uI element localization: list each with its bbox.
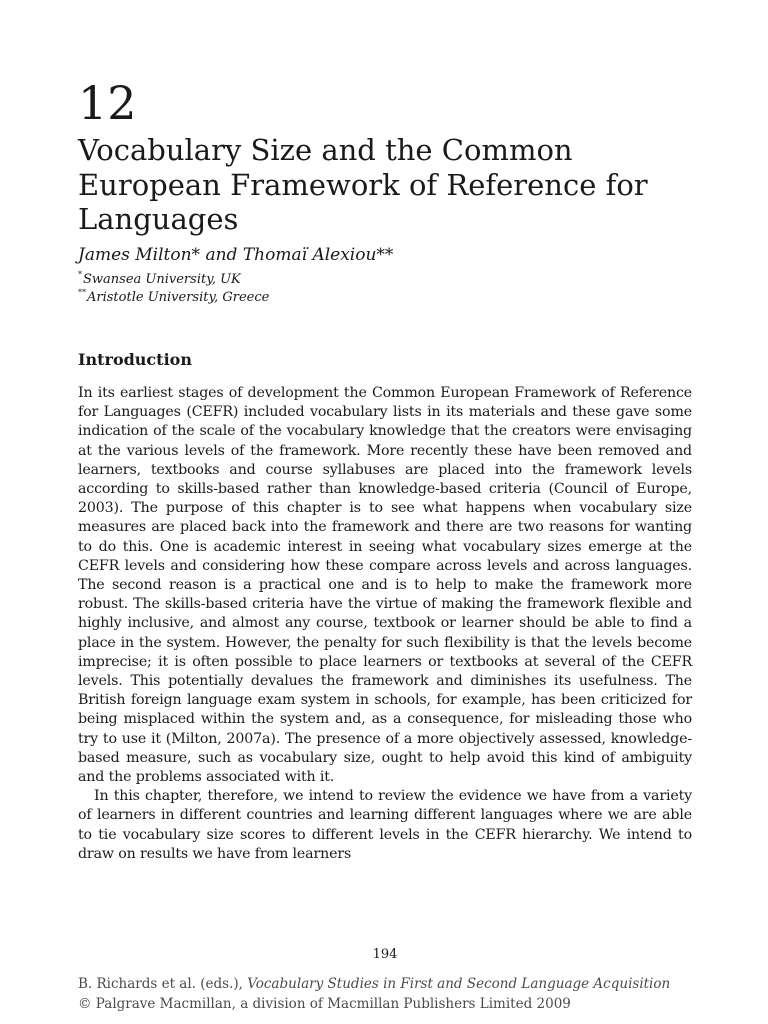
chapter-title: Vocabulary Size and the Common European Framework of Reference for Languages [78,133,648,236]
footer-book-title: Vocabulary Studies in First and Second Language Acquisition [247,976,671,992]
section-heading: Introduction [78,350,192,369]
affiliation-aristotle [78,284,269,307]
footer-citation [78,974,670,994]
paragraph: In this chapter, therefore, we intend to review the evidence we have from a variety of learners in different countries and learning different languages where we are able to tie vocabulary size scores to different levels in the CEFR hierarchy. We intend to draw on results we have from learners [78,788,692,862]
affiliation-marker: * [78,270,82,279]
footer-editors: B. Richards et al. (eds.), [78,976,243,992]
affiliation-name: Swansea University, UK [83,272,241,287]
paragraph: In its earliest stages of development the Common European Framework of Reference for Languages (CEFR) included vocabulary lists in its materials and these gave some indication of the scale of the vocabulary knowledge that the creators were envisaging at the various levels of the framework. More recently these have been removed and learners, textbooks and course syllabuses are placed into the framework levels according to skills-based rather than knowledge-based criteria (Council of Europe, 2003). The purpose of this chapter is to see what happens when vocabulary size measures are placed back into the framework and there are two reasons for wanting to do this. One is academic interest in seeing what vocabulary sizes emerge at the CEFR levels and considering how these compare across levels and across languages. The second reason is a practical one and is to help to make the framework more robust. The skills-based criteria have the virtue of making the framework flexible and highly inclusive, and almost any course, textbook or learner should be able to find a place in the system. However, the penalty for such flexibility is that the levels become imprecise; it is often possible to place learners or textbooks at several of the CEFR levels. This potentially devalues the framework and diminishes its usefulness. The British foreign language exam system in schools, for example, has been criticized for being misplaced within the system and, as a consequence, for misleading those who try to use it (Milton, 2007a). The presence of a more objectively assessed, knowledge-based measure, such as vocabulary size, ought to help avoid this kind of ambiguity and the problems associated with it. [78,385,692,786]
chapter-number: 12 [78,76,137,130]
footer-copyright: © Palgrave Macmillan, a division of Macmillan Publishers Limited 2009 [78,996,571,1012]
affiliation-marker: ** [78,288,86,297]
body-text [78,384,692,864]
affiliation-name: Aristotle University, Greece [87,290,270,305]
page-number: 194 [372,947,398,962]
chapter-authors: James Milton* and Thomaï Alexiou** [78,245,394,265]
